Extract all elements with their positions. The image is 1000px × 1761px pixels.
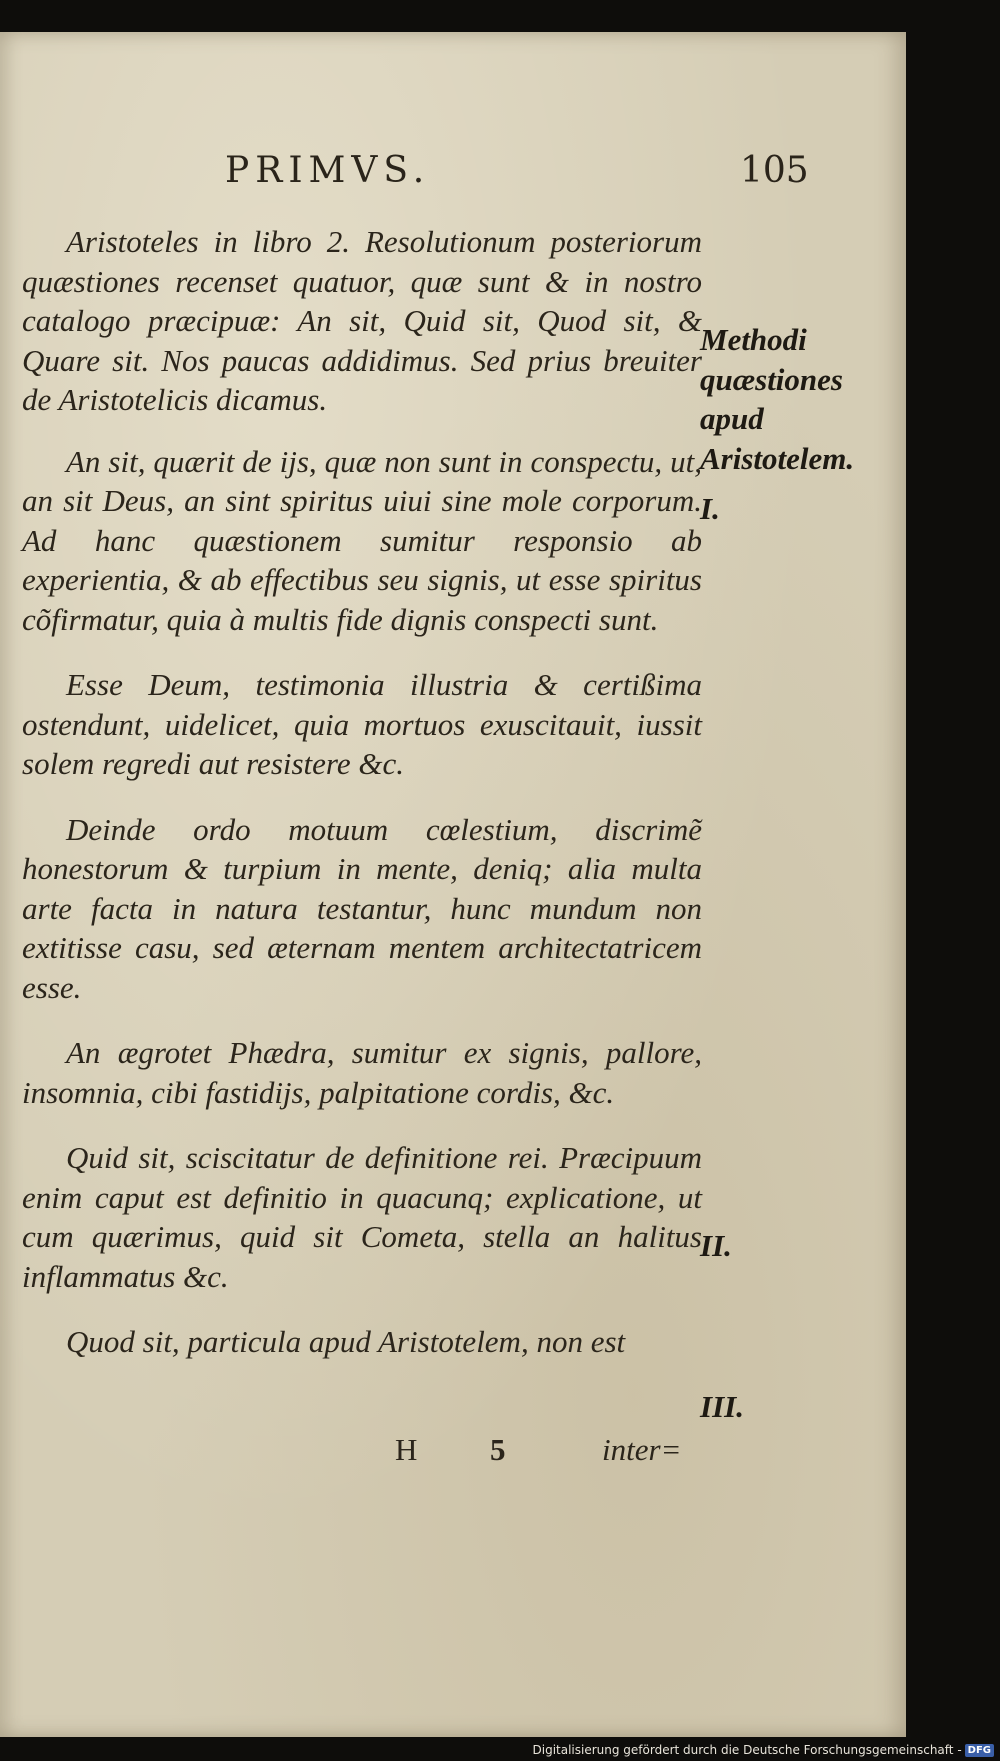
running-title: PRIMVS. <box>225 150 431 191</box>
paragraph-aristoteles: Aristoteles in libro 2. Resolutionum posteriorum quæstiones recenset quatuor, quæ sunt & in nostro catalogo præcipuæ: An sit, Quid sit, Quod sit, & Quare sit. Nos paucas addidimus. Sed prius breuiter de Aristotelicis dicamus. <box>22 224 702 417</box>
page-footer <box>0 1432 700 1482</box>
signature-number: 5 <box>490 1432 506 1467</box>
margin-note-numeral-3: III. <box>700 1389 744 1424</box>
book-page <box>0 32 906 1737</box>
digitization-credit <box>533 1743 995 1757</box>
page-header <box>0 150 906 210</box>
paragraph-an-aegrotet: An ægrotet Phædra, sumitur ex signis, pallore, insomnia, cibi fastidijs, palpitatione cordis, &c. <box>22 1035 702 1110</box>
margin-note-methodi: Methodi quæstiones apud Aristotelem. <box>700 322 855 476</box>
margin-note-numeral-2: II. <box>700 1228 732 1263</box>
margin-note-numeral-1: I. <box>700 491 720 526</box>
credit-text: Digitalisierung gefördert durch die Deutsche Forschungsgemeinschaft - <box>532 1743 962 1757</box>
paragraph-quid-sit: Quid sit, sciscitatur de definitione rei. Præcipuum enim caput est definitio in quacunq; explicatione, ut cum quærimus, quid sit Cometa, stella an halitus inflammatus &c. <box>22 1140 702 1294</box>
dfg-logo-icon: DFG <box>965 1744 994 1757</box>
paragraph-esse-deum: Esse Deum, testimonia illustria & certißima ostendunt, uidelicet, quia mortuos exuscitauit, iussit solem regredi aut resistere &c. <box>22 667 702 781</box>
paragraph-quod-sit: Quod sit, particula apud Aristotelem, non est <box>66 1324 626 1359</box>
catchword: inter= <box>602 1432 682 1467</box>
main-text-block <box>22 222 702 1362</box>
page-number: 105 <box>740 150 809 191</box>
paragraph-an-sit: An sit, quærit de ijs, quæ non sunt in conspectu, ut, an sit Deus, an sint spiritus uiui sine mole corporum. Ad hanc quæstionem sumitur responsio ab experientia, & ab effectibus seu signis, ut esse spiritus cõfirmatur, quia à multis fide dignis conspecti sunt. <box>22 443 702 637</box>
signature-mark: H <box>395 1432 418 1467</box>
paragraph-deinde-ordo: Deinde ordo motuum cœlestium, discrimẽ honestorum & turpium in mente, deniq; alia multa arte facta in natura testantur, hunc mundum non extitisse casu, sed æternam mentem architectatricem esse. <box>22 811 702 1005</box>
